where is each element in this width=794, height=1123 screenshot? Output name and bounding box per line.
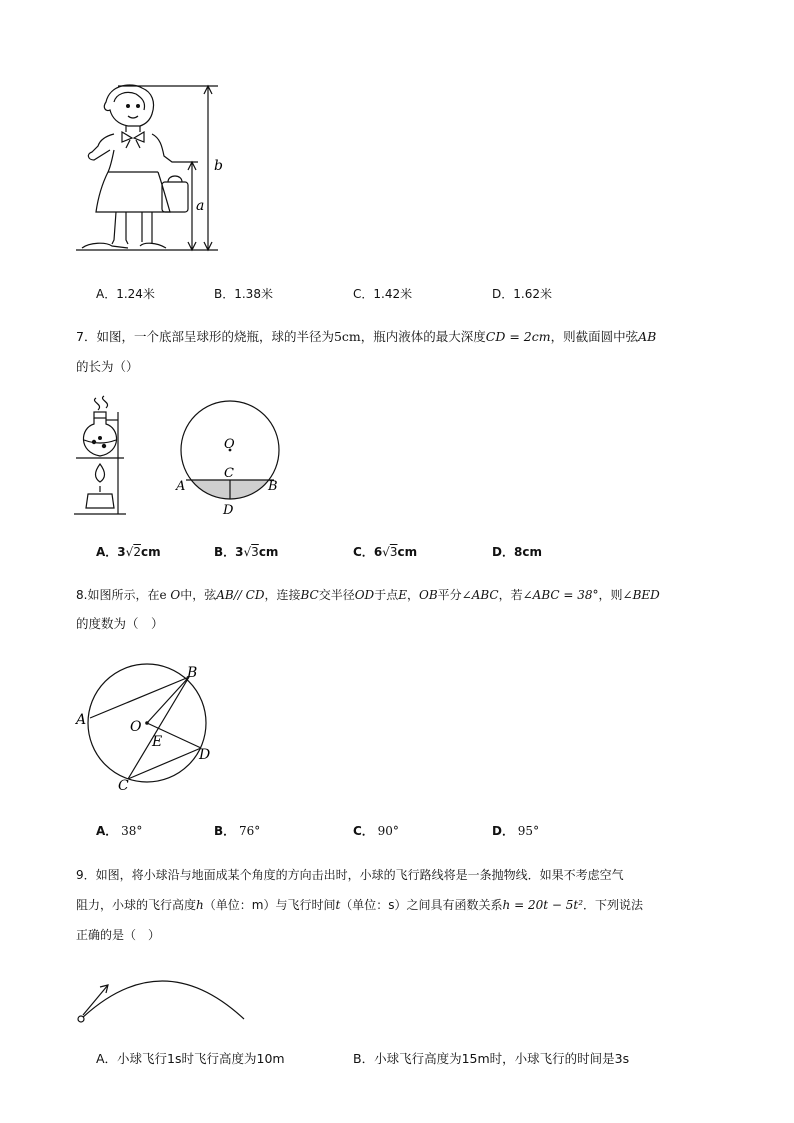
- q7-text1: 如图，一个底部呈球形的烧瓶，球的半径为: [96, 329, 334, 344]
- q7-flask-figure: [70, 394, 130, 519]
- q8-stem-line2: 的度数为（ ）: [76, 616, 164, 631]
- q9-number: 9．: [76, 868, 96, 882]
- q6-label-a: a: [196, 198, 205, 214]
- q8-label-o: O: [130, 719, 142, 735]
- q8-parallel: AB// CD: [216, 588, 265, 602]
- q8-option-c[interactable]: [353, 822, 399, 839]
- q8-text5: 于点: [374, 588, 399, 602]
- q9-formula: h = 20t − 5t²: [502, 898, 584, 912]
- q8-circle-symbol: e: [159, 588, 167, 602]
- q7-option-a-coef: 3: [117, 545, 126, 559]
- sqrt-icon: √: [382, 545, 390, 559]
- q7-label-b: B: [268, 479, 278, 494]
- q7-circle-figure: [170, 400, 290, 525]
- q7-label-a: A: [176, 479, 186, 494]
- q9-stem-line2: [76, 895, 643, 915]
- q8-option-a[interactable]: [96, 822, 142, 839]
- q7-stem-line1: [76, 327, 656, 347]
- q7-text2: ，瓶内液体的最大深度: [360, 329, 486, 344]
- q8-angle-value: ∠ABC = 38°: [522, 588, 599, 602]
- q8-option-c-value: 90°: [377, 824, 399, 838]
- q9-option-a[interactable]: A．小球飞行1s时飞行高度为10m: [96, 1051, 285, 1066]
- q7-option-d[interactable]: [492, 543, 542, 560]
- q8-circle-figure: [70, 660, 220, 800]
- q9-line2-c: （单位：s）之间具有函数关系: [340, 898, 503, 912]
- q7-option-b-rad: 3: [251, 545, 259, 559]
- q7-stem-line2: 的长为（）: [76, 359, 139, 374]
- q7-option-b[interactable]: [214, 543, 278, 560]
- sqrt-icon: √: [243, 545, 252, 559]
- q6-option-c[interactable]: C．1.42米: [353, 287, 413, 301]
- q8-text3: ，连接: [264, 588, 301, 602]
- q9-h: h: [196, 898, 204, 912]
- q7-label-o: O: [224, 437, 235, 452]
- q7-option-d-unit: cm: [522, 545, 542, 559]
- q6-label-b: b: [214, 158, 223, 174]
- q8-e: E: [398, 588, 407, 602]
- q7-ab: AB: [638, 329, 657, 344]
- q8-text1: 如图所示，在: [87, 588, 160, 602]
- q7-option-a-letter: A．: [96, 545, 118, 559]
- q7-option-c-unit: cm: [397, 545, 418, 559]
- q8-stem-line1: [76, 585, 660, 605]
- q8-text7: 平分: [437, 588, 462, 602]
- q9-stem-line1: [76, 865, 624, 885]
- q8-text2: 中，弦: [180, 588, 217, 602]
- q9-line1: 如图，将小球沿与地面成某个角度的方向击出时，小球的飞行路线将是一条抛物线．如果不考虑空气: [95, 868, 624, 882]
- q6-option-b[interactable]: B．1.38米: [214, 287, 273, 301]
- sqrt-icon: √: [125, 545, 134, 559]
- q8-label-b: B: [187, 665, 198, 681]
- q7-option-c-rad: 3: [389, 545, 398, 559]
- q8-angle-bed: ∠BED: [622, 588, 660, 602]
- q7-option-d-letter: D．: [492, 545, 514, 559]
- q8-bc: BC: [300, 588, 319, 602]
- q7-label-c: C: [224, 466, 234, 481]
- q7-option-a[interactable]: [96, 543, 161, 560]
- q8-option-a-value: 38°: [121, 824, 143, 838]
- q8-text6: ，: [406, 588, 419, 602]
- q8-option-b-value: 76°: [238, 824, 261, 838]
- q7-option-c-coef: 6: [373, 545, 383, 559]
- q8-ob: OB: [418, 588, 438, 602]
- q7-option-a-rad: 2: [133, 545, 141, 559]
- q7-option-b-letter: B．: [214, 545, 236, 559]
- q8-option-d[interactable]: [492, 822, 539, 839]
- q6-option-a[interactable]: A．1.24米: [96, 287, 155, 301]
- q8-text9: ，则: [598, 588, 623, 602]
- q8-option-c-letter: C．: [353, 824, 374, 838]
- q7-option-b-coef: 3: [235, 545, 244, 559]
- q8-number: 8.: [76, 588, 88, 602]
- q7-radius: 5cm: [333, 329, 361, 344]
- q6-girl-figure: [70, 80, 240, 260]
- q7-option-b-unit: cm: [258, 545, 279, 559]
- q8-option-b[interactable]: [214, 822, 260, 839]
- q8-option-d-letter: D．: [492, 824, 514, 838]
- q8-od: OD: [354, 588, 375, 602]
- q9-t: t: [335, 898, 341, 912]
- q7-number: 7．: [76, 329, 97, 344]
- q8-label-a: A: [76, 712, 87, 728]
- q8-angle-abc: ∠ABC: [461, 588, 499, 602]
- q7-text3: ，则截面圆中弦: [550, 329, 639, 344]
- q9-line2-d: ．下列说法: [583, 898, 644, 912]
- q8-text4: 交半径: [318, 588, 355, 602]
- q7-option-c[interactable]: [353, 543, 417, 560]
- q7-label-d: D: [223, 503, 234, 518]
- q8-text8: ，若: [498, 588, 523, 602]
- q8-o: O: [170, 588, 181, 602]
- q9-option-b[interactable]: B．小球飞行高度为15m时，小球飞行的时间是3s: [353, 1051, 630, 1066]
- q7-cd: CD = 2cm: [485, 329, 551, 344]
- q8-option-a-letter: A．: [96, 824, 118, 838]
- q9-parabola-figure: [74, 965, 254, 1027]
- q7-option-a-unit: cm: [140, 545, 161, 559]
- q8-option-d-value: 95°: [517, 824, 540, 838]
- q8-option-b-letter: B．: [214, 824, 236, 838]
- q9-line2-b: （单位：m）与飞行时间: [203, 898, 336, 912]
- q8-label-c: C: [118, 778, 129, 794]
- q6-option-d[interactable]: D．1.62米: [492, 287, 552, 301]
- q8-label-d: D: [199, 747, 211, 763]
- q9-line2-a: 阻力，小球的飞行高度: [76, 898, 197, 912]
- q8-label-e: E: [152, 734, 163, 750]
- q7-option-d-coef: 8: [513, 545, 523, 559]
- q9-stem-line3: 正确的是（ ）: [76, 928, 161, 942]
- q7-option-c-letter: C．: [353, 545, 374, 559]
